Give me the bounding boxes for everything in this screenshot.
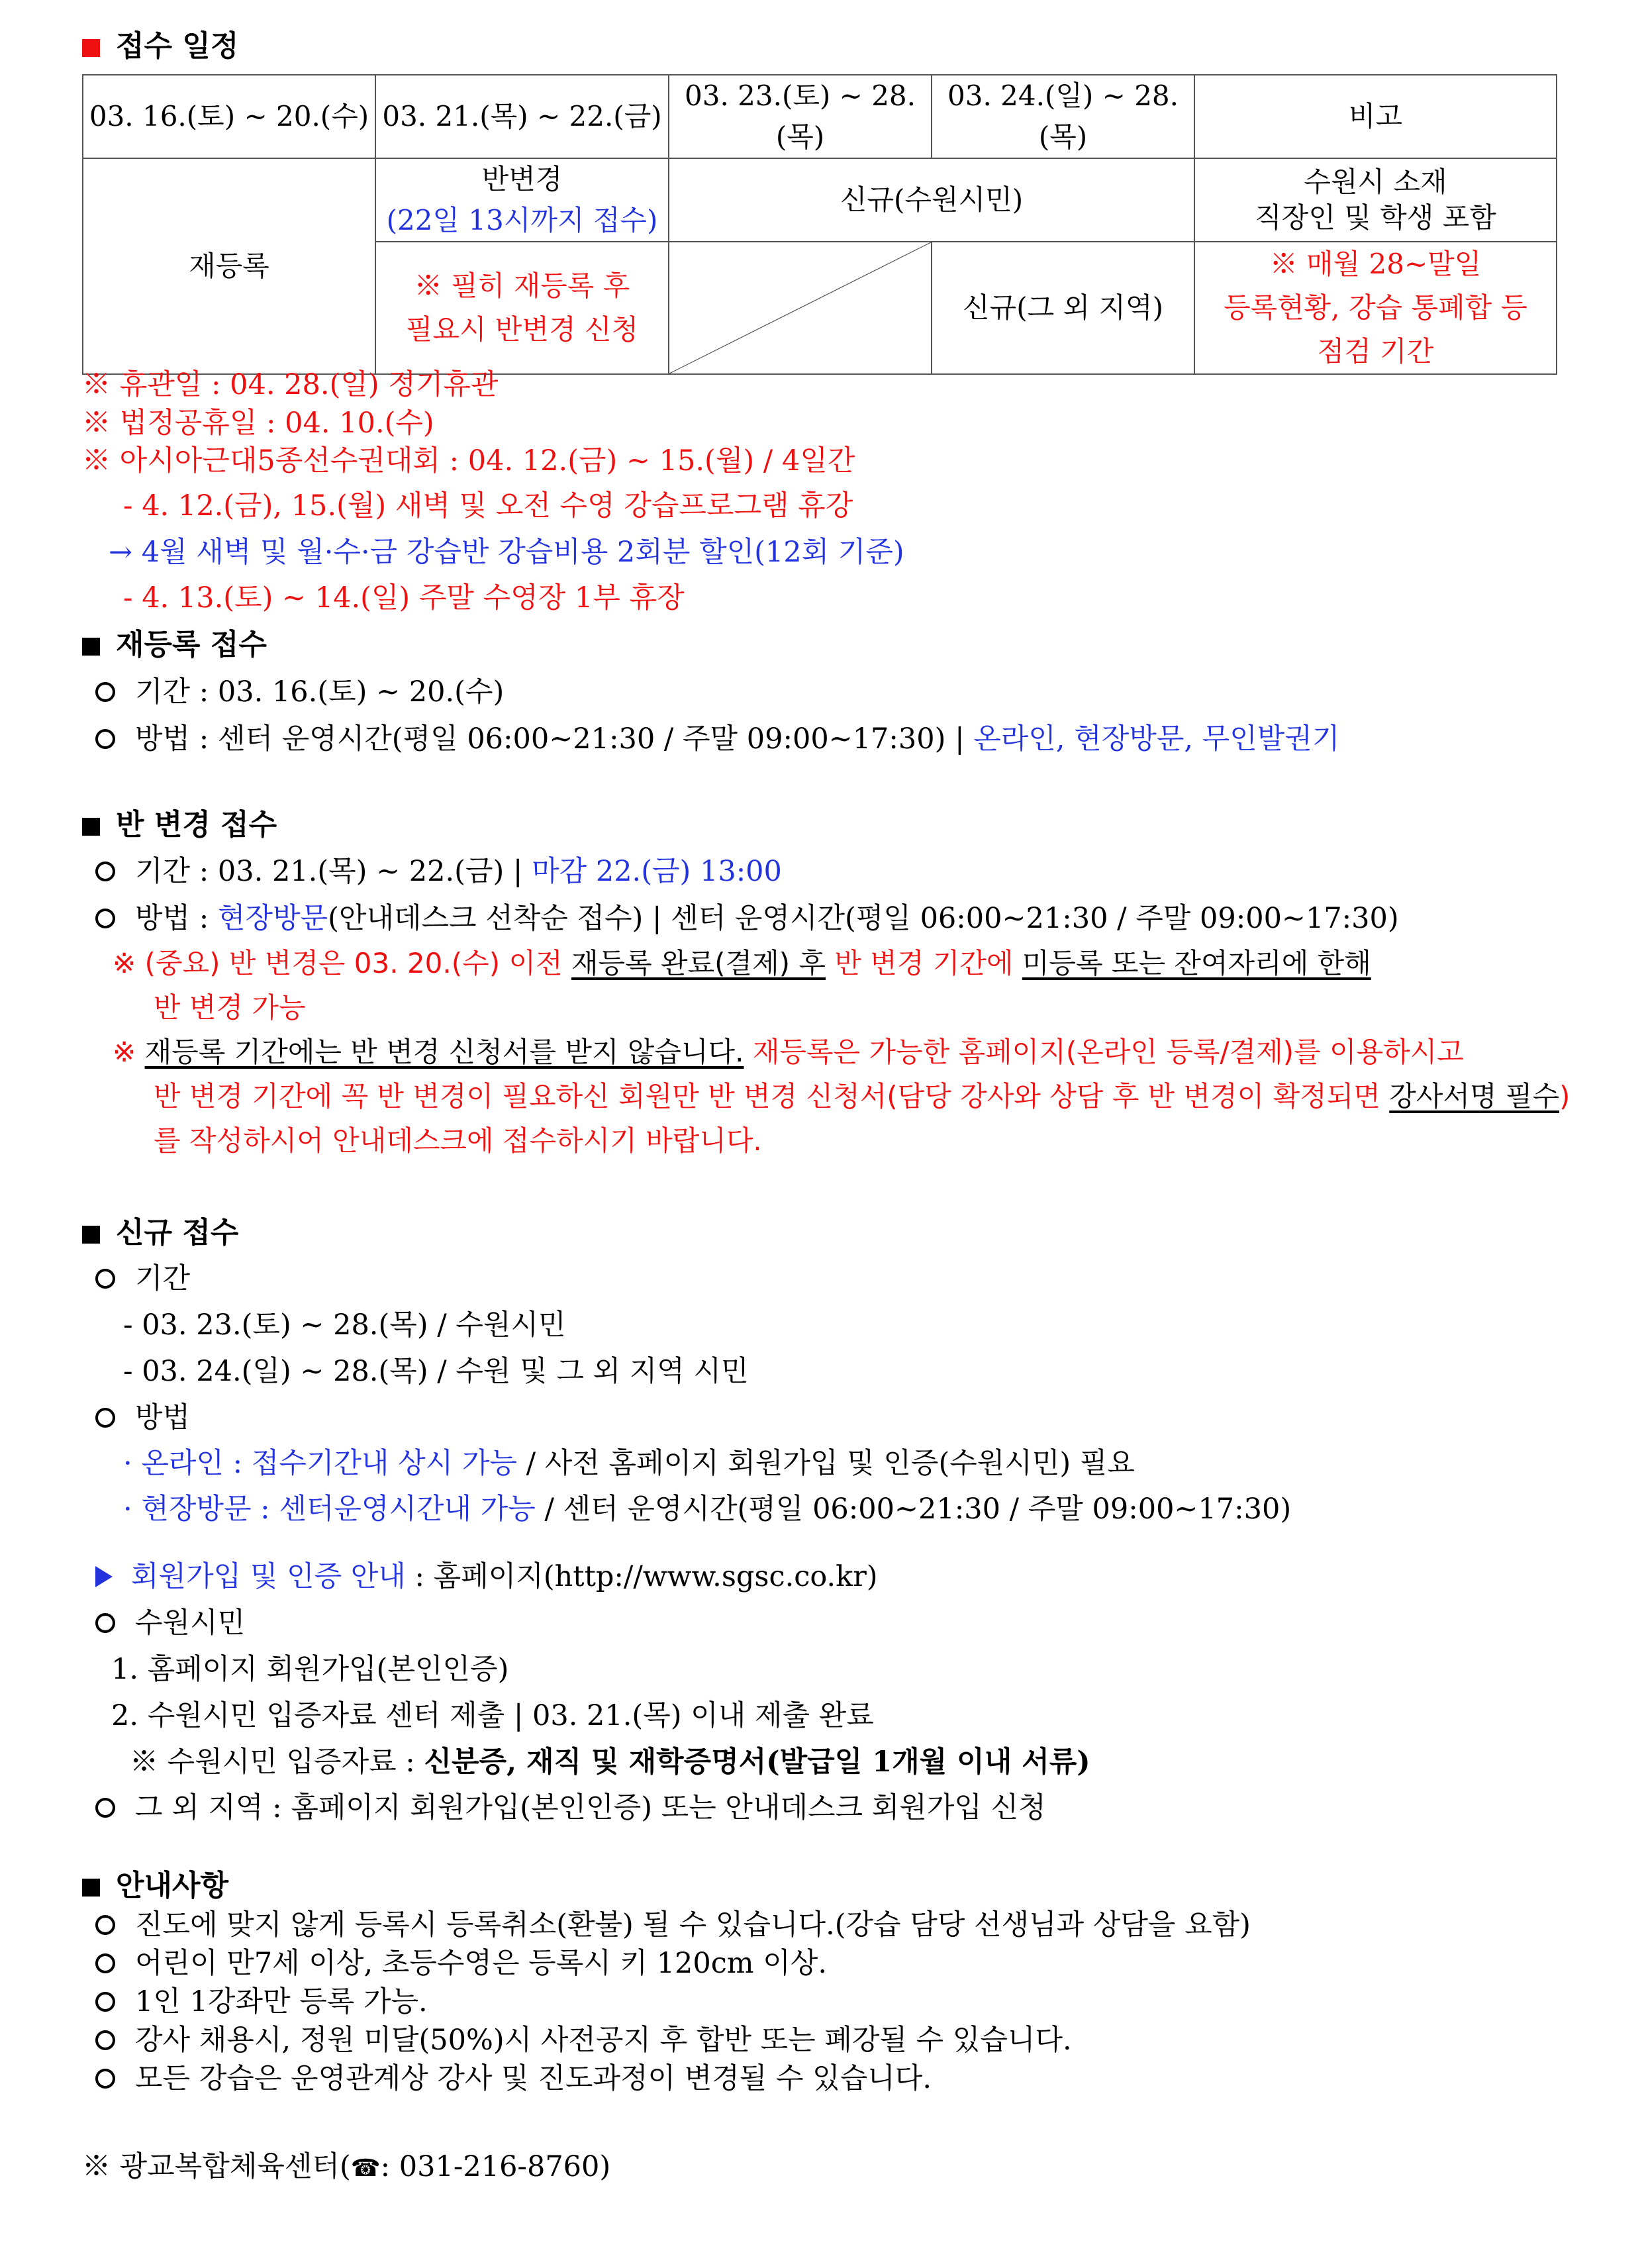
circle-bullet-icon	[95, 1915, 115, 1935]
change-method: 방법 : 현장방문(안내데스크 선착순 접수) | 센터 운영시간(평일 06:00~21:30 / 주말 09:00~17:30)	[95, 900, 1399, 937]
remark-check-cell: ※ 매월 28~말일 등록현황, 강습 통폐합 등 점검 기간	[1194, 242, 1557, 374]
change-note-form-line2: 반 변경 기간에 꼭 반 변경이 필요하신 회원만 반 변경 신청서(담당 강사와 상담 후 반 변경이 확정되면 강사서명 필수)	[154, 1080, 1570, 1112]
schedule-table	[82, 74, 1557, 375]
notice-pool-closed: - 4. 13.(토) ~ 14.(일) 주말 수영장 1부 휴장	[123, 581, 685, 615]
new-method-visit: · 현장방문 : 센터운영시간내 가능 / 센터 운영시간(평일 06:00~21:30 / 주말 09:00~17:30)	[123, 1493, 1292, 1526]
circle-bullet-icon	[95, 729, 115, 749]
table-header-row	[83, 75, 1557, 158]
table-header-cell: 03. 24.(일) ~ 28.(목)	[932, 75, 1194, 158]
triangle-arrow-icon	[95, 1566, 113, 1587]
change-note-important: ※ (중요) 반 변경은 03. 20.(수) 이전 재등록 완료(결제) 후 반 변경 기간에 미등록 또는 잔여자리에 한해	[113, 947, 1371, 979]
rereg-period: 기간 : 03. 16.(토) ~ 20.(수)	[95, 673, 504, 711]
square-bullet-icon	[82, 39, 100, 57]
circle-bullet-icon	[95, 1269, 115, 1289]
guide-item: 진도에 맞지 않게 등록시 등록취소(환불) 될 수 있습니다.(강습 담당 선생님과 상담을 요함)	[95, 1906, 1251, 1944]
new-suwon-cell: 신규(수원시민)	[669, 158, 1194, 242]
notice-holiday: ※ 법정공휴일 : 04. 10.(수)	[82, 407, 434, 440]
circle-bullet-icon	[95, 1613, 115, 1633]
notice-championship: ※ 아시아근대5종선수권대회 : 04. 12.(금) ~ 15.(월) / 4일간	[82, 444, 855, 477]
reregister-cell: 재등록	[83, 158, 375, 374]
new-other-cell: 신규(그 외 지역)	[932, 242, 1194, 374]
guide-item: 모든 강습은 운영관계상 강사 및 진도과정이 변경될 수 있습니다.	[95, 2060, 932, 2097]
phone-icon: ☎	[350, 2155, 381, 2182]
suwon-step-2: 2. 수원시민 입증자료 센터 제출 | 03. 21.(목) 이내 제출 완료	[111, 1699, 874, 1732]
new-heading: 신규 접수	[82, 1214, 238, 1252]
circle-bullet-icon	[95, 1408, 115, 1428]
other-region: 그 외 지역 : 홈페이지 회원가입(본인인증) 또는 안내데스크 회원가입 신청	[95, 1789, 1046, 1826]
new-method-online: · 온라인 : 접수기간내 상시 가능 / 사전 홈페이지 회원가입 및 인증(수원시민) 필요	[123, 1447, 1135, 1480]
table-row	[83, 158, 1557, 242]
suwon-citizen: 수원시민	[95, 1604, 245, 1642]
square-bullet-icon	[82, 818, 100, 836]
class-change-warning-cell: ※ 필히 재등록 후 필요시 반변경 신청	[375, 242, 669, 374]
new-period-suwon: - 03. 23.(토) ~ 28.(목) / 수원시민	[123, 1308, 566, 1342]
notice-closed-day: ※ 휴관일 : 04. 28.(일) 정기휴관	[82, 368, 499, 401]
notice-class-cancel: - 4. 12.(금), 15.(월) 새벽 및 오전 수영 강습프로그램 휴강	[123, 489, 853, 522]
circle-bullet-icon	[95, 1953, 115, 1973]
guide-heading: 안내사항	[82, 1867, 228, 1904]
guide-item: 강사 채용시, 정원 미달(50%)시 사전공지 후 합반 또는 폐강될 수 있습니다.	[95, 2022, 1072, 2059]
table-header-cell: 03. 16.(토) ~ 20.(수)	[83, 75, 375, 158]
new-period: 기간	[95, 1260, 190, 1297]
table-header-cell: 03. 23.(토) ~ 28.(목)	[669, 75, 932, 158]
circle-bullet-icon	[95, 1992, 115, 2012]
circle-bullet-icon	[95, 2069, 115, 2089]
table-header-cell: 03. 21.(목) ~ 22.(금)	[375, 75, 669, 158]
square-bullet-icon	[82, 1226, 100, 1244]
rereg-heading: 재등록 접수	[82, 626, 267, 664]
new-period-other: - 03. 24.(일) ~ 28.(목) / 수원 및 그 외 지역 시민	[123, 1355, 749, 1388]
new-method: 방법	[95, 1399, 190, 1436]
change-note-form: ※ 재등록 기간에는 반 변경 신청서를 받지 않습니다. 재등록은 가능한 홈페이지(온라인 등록/결제)를 이용하시고	[113, 1036, 1464, 1068]
remark-cell: 수원시 소재 직장인 및 학생 포함	[1194, 158, 1557, 242]
guide-item: 1인 1강좌만 등록 가능.	[95, 1983, 428, 2020]
empty-diagonal-cell	[669, 242, 932, 374]
class-change-cell: 반변경 (22일 13시까지 접수)	[375, 158, 669, 242]
notice-discount: → 4월 새벽 및 월·수·금 강습반 강습비용 2회분 할인(12회 기준)	[109, 536, 904, 569]
diagonal-line	[669, 242, 931, 373]
table-header-cell: 비고	[1194, 75, 1557, 158]
change-heading: 반 변경 접수	[82, 807, 277, 844]
member-guide: 회원가입 및 인증 안내 : 홈페이지(http://www.sgsc.co.kr)	[95, 1558, 878, 1595]
footer-contact: ※ 광교복합체육센터(☎: 031-216-8760)	[82, 2148, 610, 2187]
circle-bullet-icon	[95, 682, 115, 702]
change-note-form-line3: 를 작성하시어 안내데스크에 접수하시기 바랍니다.	[154, 1124, 762, 1157]
change-note-important-line2: 반 변경 가능	[154, 991, 306, 1024]
change-period: 기간 : 03. 21.(목) ~ 22.(금) | 마감 22.(금) 13:00	[95, 853, 782, 890]
schedule-heading: 접수 일정	[82, 28, 238, 65]
square-bullet-icon	[82, 1879, 100, 1897]
circle-bullet-icon	[95, 909, 115, 928]
suwon-step-1: 1. 홈페이지 회원가입(본인인증)	[111, 1653, 509, 1686]
circle-bullet-icon	[95, 862, 115, 881]
circle-bullet-icon	[95, 1798, 115, 1818]
rereg-method: 방법 : 센터 운영시간(평일 06:00~21:30 / 주말 09:00~17:30) | 온라인, 현장방문, 무인발권기	[95, 720, 1339, 758]
suwon-proof: ※ 수원시민 입증자료 : 신분증, 재직 및 재학증명서(발급일 1개월 이내 서류)	[130, 1746, 1090, 1779]
guide-item: 어린이 만7세 이상, 초등수영은 등록시 키 120cm 이상.	[95, 1945, 827, 1982]
square-bullet-icon	[82, 638, 100, 656]
circle-bullet-icon	[95, 2030, 115, 2050]
